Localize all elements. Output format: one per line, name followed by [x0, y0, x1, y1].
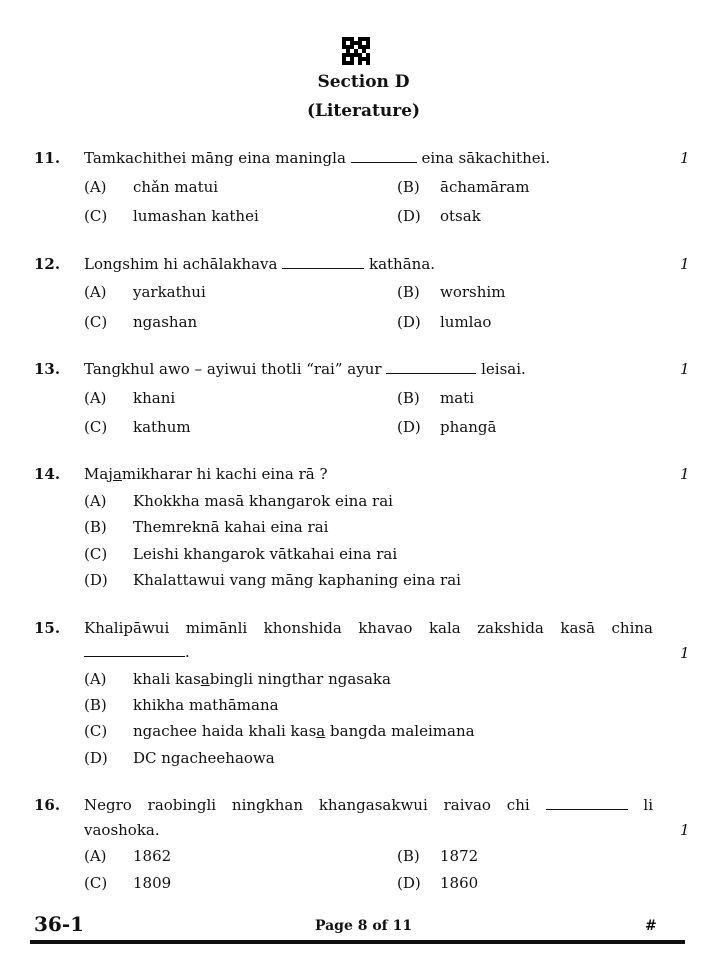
option-text: khani [133, 389, 176, 407]
option-label: (A) [84, 670, 107, 688]
question-number: 15. [34, 619, 61, 637]
question-marks: 1 [680, 644, 690, 662]
option-label: (D) [84, 571, 108, 589]
paper-code: 36-1 [34, 912, 85, 936]
question-stem-line-2: vaoshoka. [84, 821, 160, 839]
option-label: (C) [84, 545, 108, 563]
option-label: (A) [84, 389, 107, 407]
option-text: Leishi khangarok vātkahai eina rai [133, 545, 398, 563]
option-text: mati [440, 389, 474, 407]
question-number: 14. [34, 465, 61, 483]
question-number: 13. [34, 360, 61, 378]
page-number: Page 8 of 11 [314, 918, 413, 934]
question-stem: Tangkhul awo – ayiwui thotli “rai” ayur leisai. [84, 360, 526, 378]
option-text: 1862 [133, 847, 172, 865]
question-stem: Majamikharar hi kachi eina rā ? [84, 465, 328, 483]
option-label: (A) [84, 178, 107, 196]
option-text: khali kasabingli ningthar ngasaka [133, 670, 391, 688]
option-label: (D) [397, 418, 421, 436]
option-text: lumashan kathei [133, 207, 259, 225]
option-text: Khalattawui vang māng kaphaning eina rai [133, 571, 461, 589]
question-stem-line-1: Negro raobingli ningkhan khangasakwui raivao chi li [84, 796, 653, 814]
qr-code-icon [342, 37, 370, 65]
option-text: kathum [133, 418, 191, 436]
question-stem-line-1: Khalipāwui mimānli khonshida khavao kala zakshida kasā china [84, 619, 653, 637]
option-label: (A) [84, 847, 107, 865]
option-text: yarkathui [133, 283, 206, 301]
option-label: (B) [397, 847, 420, 865]
option-label: (D) [397, 207, 421, 225]
option-text: khikha mathāmana [133, 696, 279, 714]
question-stem: Longshim hi achālakhava kathāna. [84, 255, 436, 273]
option-text: chǎn matui [133, 178, 219, 196]
option-text: phangā [440, 418, 497, 436]
question-stem-line-2: . [84, 643, 190, 661]
section-title: Section D [317, 72, 410, 92]
option-text: Khokkha masā khangarok eina rai [133, 492, 393, 510]
option-label: (C) [84, 874, 108, 892]
option-label: (A) [84, 283, 107, 301]
option-text: 1809 [133, 874, 172, 892]
option-text: ngashan [133, 313, 198, 331]
footer-mark: # [645, 918, 657, 934]
option-label: (B) [397, 389, 420, 407]
question-marks: 1 [680, 255, 690, 273]
option-text: Themreknā kahai eina rai [133, 518, 329, 536]
question-marks: 1 [680, 465, 690, 483]
option-label: (A) [84, 492, 107, 510]
option-text: 1872 [440, 847, 479, 865]
option-text: 1860 [440, 874, 479, 892]
option-text: lumlao [440, 313, 492, 331]
option-label: (D) [84, 749, 108, 767]
question-marks: 1 [680, 149, 690, 167]
option-label: (C) [84, 418, 108, 436]
question-number: 16. [34, 796, 61, 814]
option-label: (D) [397, 313, 421, 331]
question-number: 12. [34, 255, 61, 273]
question-stem: Tamkachithei māng eina maningla eina sākachithei. [84, 149, 551, 167]
option-label: (B) [84, 518, 107, 536]
footer-rule [30, 940, 685, 944]
question-number: 11. [34, 149, 61, 167]
section-subtitle: (Literature) [306, 101, 421, 121]
option-label: (B) [397, 283, 420, 301]
option-text: DC ngacheehaowa [133, 749, 275, 767]
option-text: ngachee haida khali kasa bangda maleimana [133, 722, 475, 740]
option-label: (B) [397, 178, 420, 196]
option-text: worshim [440, 283, 506, 301]
option-label: (B) [84, 696, 107, 714]
option-label: (C) [84, 207, 108, 225]
option-text: āchamāram [440, 178, 530, 196]
question-marks: 1 [680, 821, 690, 839]
option-label: (D) [397, 874, 421, 892]
option-label: (C) [84, 313, 108, 331]
option-label: (C) [84, 722, 108, 740]
option-text: otsak [440, 207, 481, 225]
question-marks: 1 [680, 360, 690, 378]
